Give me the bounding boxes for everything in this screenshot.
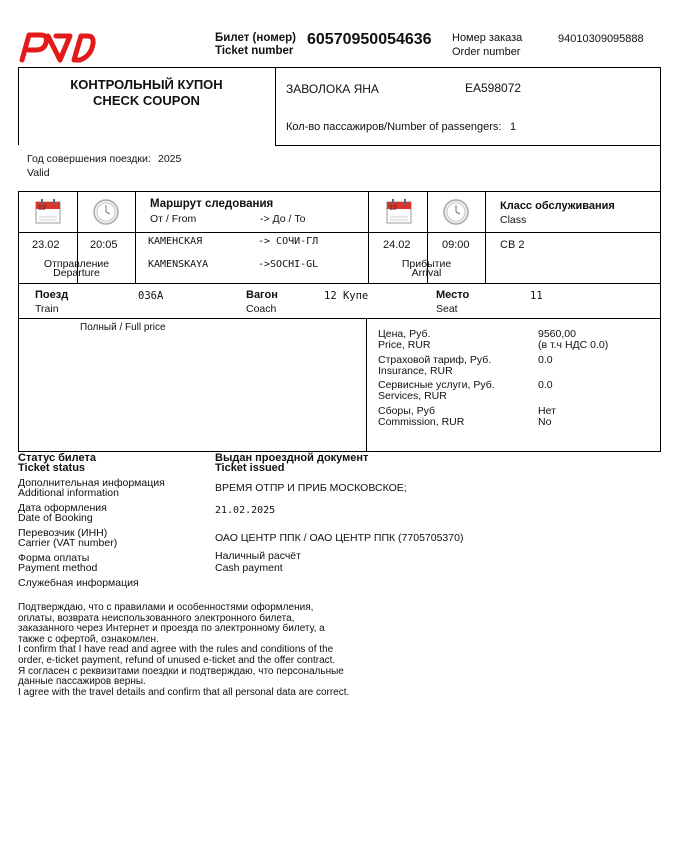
- ticket-number-label-ru: Билет (номер): [215, 32, 296, 44]
- passengers-count: 1: [510, 121, 517, 133]
- service-info-label: Служебная информация: [18, 577, 139, 589]
- insurance-label-ru: Страховой тариф, Руб.: [378, 354, 492, 366]
- clock-icon-arrival: [442, 198, 468, 224]
- from-station-ru: КАМЕНСКАЯ: [148, 236, 203, 247]
- agreement-text: [18, 603, 349, 698]
- class-label-en: Class: [500, 214, 527, 226]
- departure-time: 20:05: [90, 239, 118, 251]
- payment-value-en: Cash payment: [215, 562, 283, 574]
- carrier-label-ru: Перевозчик (ИНН): [18, 527, 108, 539]
- coach-label-en: Coach: [246, 303, 277, 315]
- train-label-ru: Поезд: [35, 289, 69, 301]
- commission-label-ru: Сборы, Руб: [378, 405, 436, 417]
- services-label-ru: Сервисные услуги, Руб.: [378, 379, 495, 391]
- payment-label-ru: Форма оплаты: [18, 552, 90, 564]
- commission-value-ru: Нет: [538, 405, 556, 417]
- status-value-en: Ticket issued: [215, 462, 285, 474]
- seat-label-ru: Место: [436, 289, 470, 301]
- status-label-en: Ticket status: [18, 462, 86, 474]
- clock-icon: [92, 198, 118, 224]
- calendar-day-label-arrival: 12: [389, 205, 397, 212]
- departure-label-ru: Отправление: [43, 258, 110, 270]
- status-label-ru: Статус билета: [18, 452, 97, 464]
- agreement-line: I confirm that I have read and agree with the rules and conditions of the: [18, 644, 334, 656]
- insurance-value: 0.0: [538, 354, 553, 366]
- validity-label-ru: Год совершения поездки:: [27, 153, 151, 165]
- services-value: 0.0: [538, 379, 553, 391]
- booking-label-en: Date of Booking: [18, 512, 93, 524]
- seat-number: 11: [530, 290, 543, 302]
- payment-value-ru: Наличный расчёт: [215, 550, 301, 562]
- seat-label-en: Seat: [436, 303, 458, 315]
- calendar-day-label: 12: [38, 205, 46, 212]
- validity-year: 2025: [158, 153, 182, 165]
- booking-label-ru: Дата оформления: [18, 502, 107, 514]
- price-label-ru: Цена, Руб.: [378, 328, 431, 340]
- agreement-line: данные пассажиров верны.: [18, 676, 146, 688]
- coupon-title-en: CHECK COUPON: [93, 93, 200, 108]
- arrival-date: 24.02: [383, 239, 411, 251]
- fare-type: Полный / Full price: [80, 322, 166, 333]
- coach-value: 12 Купе: [324, 290, 369, 302]
- rzd-logo-icon: [18, 30, 96, 64]
- additional-label-ru: Дополнительная информация: [18, 477, 165, 489]
- price-label-en: Price, RUR: [378, 339, 431, 351]
- route-label: Маршрут следования: [150, 198, 274, 210]
- service-class: СВ 2: [500, 239, 525, 251]
- train-number: 036А: [138, 290, 164, 302]
- from-label: От / From: [150, 213, 197, 225]
- arrival-label-ru: Прибытие: [401, 258, 452, 270]
- passenger-name: ЗАВОЛОКА ЯНА: [286, 82, 379, 96]
- carrier-label-en: Carrier (VAT number): [18, 537, 118, 549]
- commission-label-en: Commission, RUR: [378, 416, 465, 428]
- class-label-ru: Класс обслуживания: [500, 200, 615, 212]
- agreement-line: также с офертой, ознакомлен.: [18, 633, 159, 645]
- train-label-en: Train: [35, 303, 59, 315]
- document-number: ЕА598072: [465, 81, 522, 95]
- departure-date: 23.02: [32, 239, 60, 251]
- to-station-en: ->SOCHI-GL: [258, 259, 319, 270]
- price-value: 9560,00: [538, 328, 576, 340]
- insurance-label-en: Insurance, RUR: [378, 365, 453, 377]
- coach-label-ru: Вагон: [246, 289, 278, 301]
- to-label: -> До / To: [260, 213, 306, 225]
- agreement-line: I agree with the travel details and confirm that all personal data are correct.: [18, 686, 350, 698]
- commission-value-en: No: [538, 416, 552, 428]
- additional-value: ВРЕМЯ ОТПР И ПРИБ МОСКОВСКОЕ;: [215, 482, 407, 494]
- agreement-line: order, e-ticket payment, refund of unused e-ticket and the offer contract.: [18, 654, 336, 666]
- booking-value: 21.02.2025: [215, 505, 276, 516]
- arrival-label-en: Arrival: [411, 267, 442, 279]
- departure-label-en: Departure: [53, 267, 100, 279]
- passengers-label: Кол-во пассажиров/Number of passengers:: [286, 121, 502, 133]
- ticket-number: 60570950054636: [307, 31, 432, 48]
- agreement-line: Подтверждаю, что с правилами и особенностями оформления,: [18, 602, 314, 613]
- status-value-ru: Выдан проездной документ: [215, 452, 369, 464]
- coupon-title-ru: КОНТРОЛЬНЫЙ КУПОН: [70, 77, 223, 92]
- additional-label-en: Additional information: [18, 487, 119, 499]
- arrival-time: 09:00: [442, 239, 470, 251]
- to-station-ru: -> СОЧИ-ГЛ: [258, 236, 319, 247]
- services-label-en: Services, RUR: [378, 390, 447, 402]
- vat-note: (в т.ч НДС 0.0): [538, 339, 609, 351]
- from-station-en: KAMENSKAYA: [148, 259, 209, 270]
- rzd-logo: [18, 30, 96, 64]
- validity-label-en: Valid: [27, 167, 50, 179]
- ticket-number-label-en: Ticket number: [215, 45, 294, 57]
- agreement-line: Я согласен с реквизитами поездки и подтверждаю, что персональные: [18, 665, 344, 677]
- payment-label-en: Payment method: [18, 562, 98, 574]
- agreement-line: оплаты, возврата неиспользованного электронного билета,: [18, 612, 295, 624]
- carrier-value: ОАО ЦЕНТР ППК / ОАО ЦЕНТР ППК (7705705370): [215, 532, 464, 544]
- agreement-line: заказанного через Интернет и проезда по электронному билету, а: [18, 623, 325, 635]
- order-number: 94010309095888: [558, 33, 644, 45]
- order-number-label-en: Order number: [452, 46, 521, 58]
- order-number-label-ru: Номер заказа: [452, 32, 523, 44]
